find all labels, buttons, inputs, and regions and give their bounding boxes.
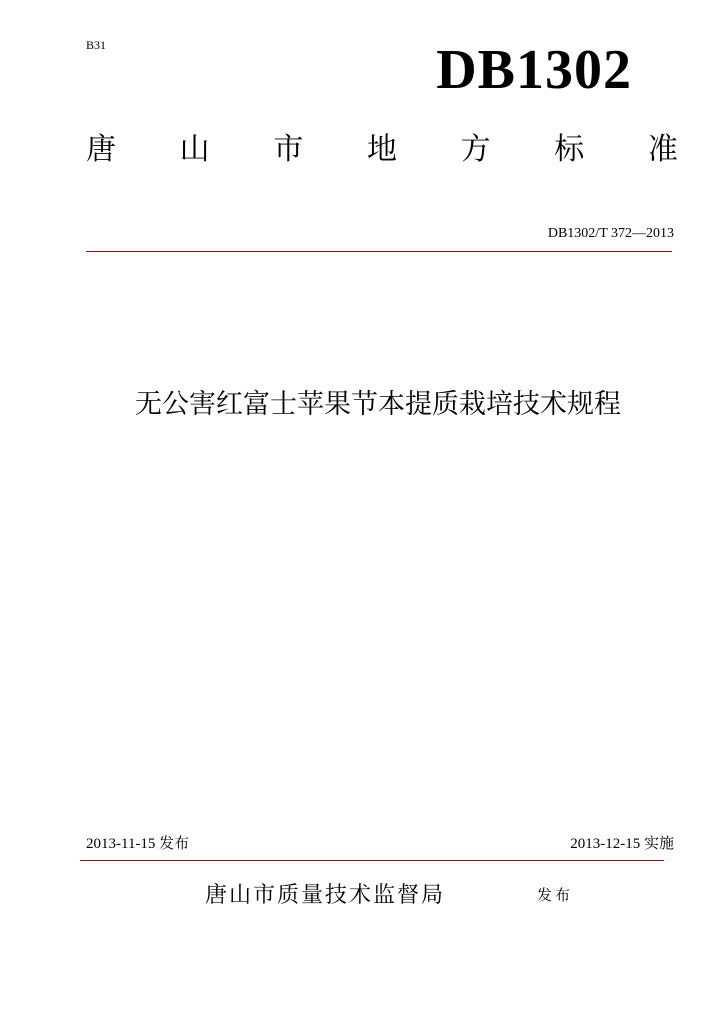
standard-number: DB1302/T 372—2013 <box>547 226 674 241</box>
standard-kind-char: 市 <box>273 132 304 167</box>
standard-kind-char: 山 <box>179 132 210 167</box>
standard-kind-char: 标 <box>554 132 585 167</box>
issuing-authority-suffix: 发布 <box>537 886 574 904</box>
issue-date: 2013-11-15 发布 <box>86 836 190 852</box>
footer-divider <box>80 860 664 861</box>
document-title: 无公害红富士苹果节本提质栽培技术规程 <box>135 389 621 420</box>
header-divider <box>86 251 672 252</box>
standard-kind <box>86 132 678 168</box>
implementation-date: 2013-12-15 实施 <box>570 836 674 852</box>
standard-kind-char: 唐 <box>86 132 116 167</box>
standard-kind-char: 地 <box>366 132 397 167</box>
classification-code: B31 <box>86 38 107 52</box>
standard-code: DB1302 <box>436 39 632 101</box>
issuing-authority: 唐山市质量技术监督局 <box>205 883 446 908</box>
standard-kind-char: 准 <box>647 132 678 167</box>
standard-kind-char: 方 <box>460 132 491 167</box>
